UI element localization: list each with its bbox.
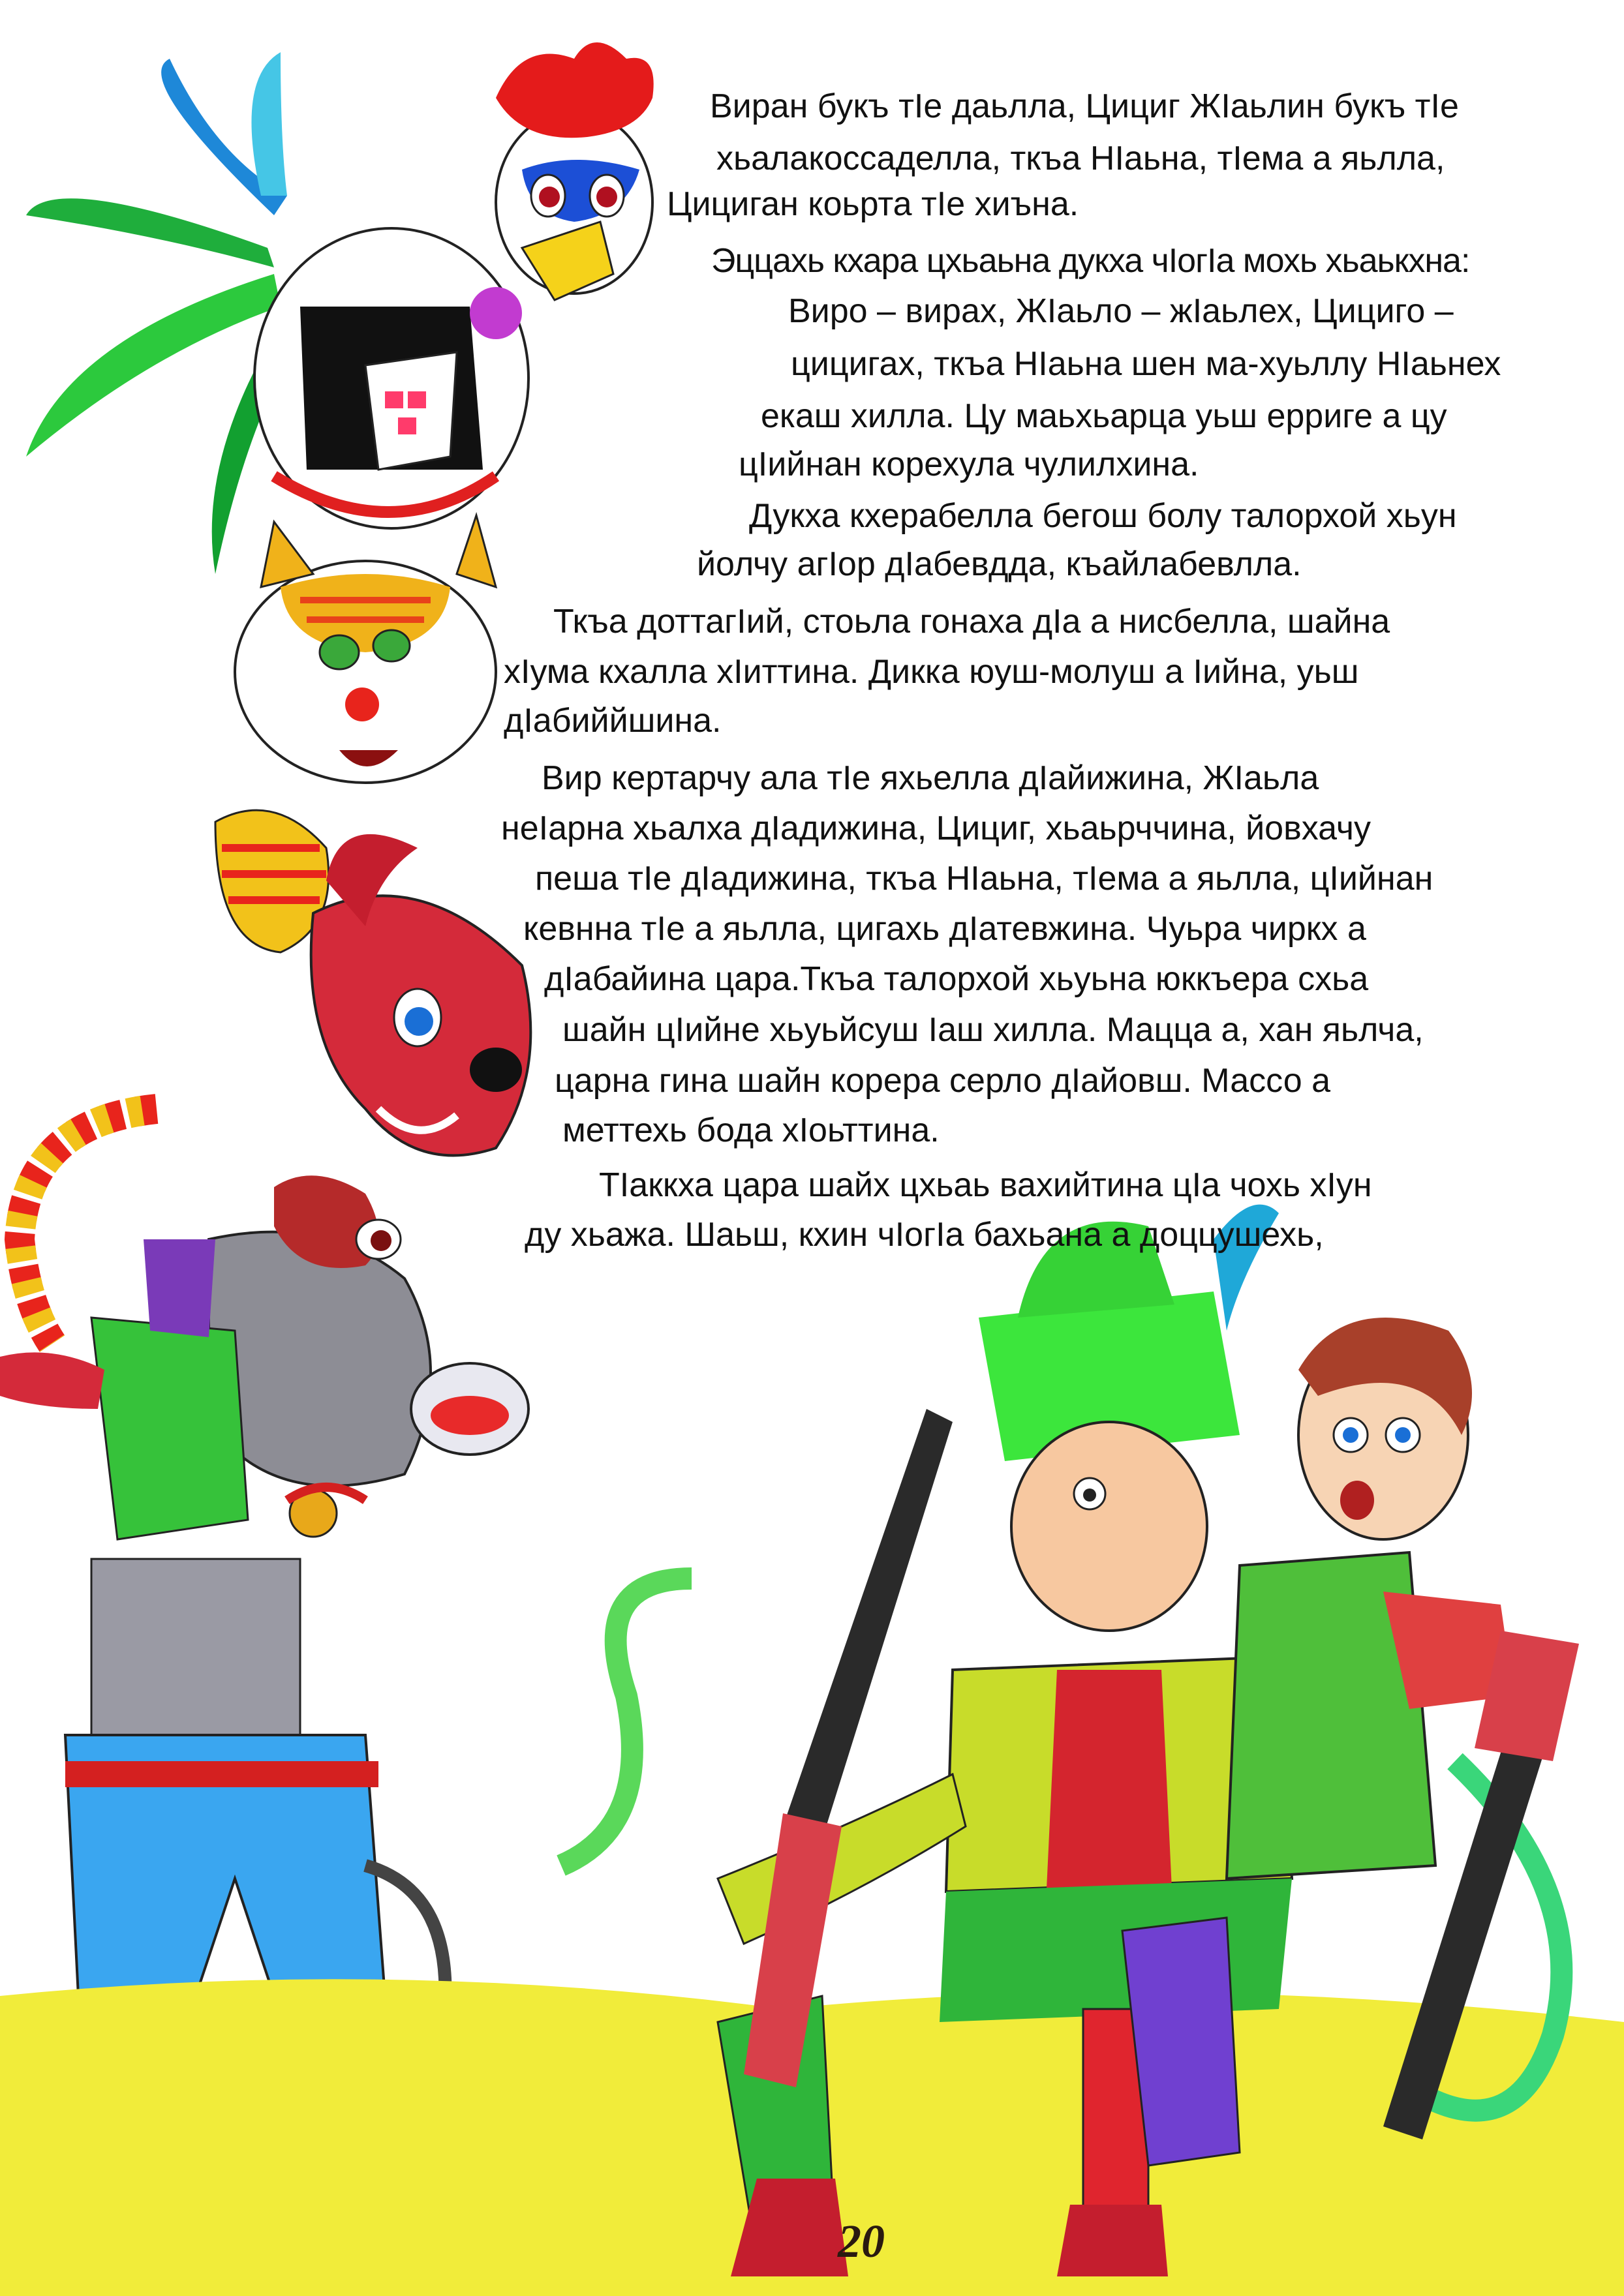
- text-line: шайн цIийне хьуьйсуш Iаш хилла. Мацца а, хан яьлча,: [562, 1011, 1424, 1049]
- text-line: Ткъа доттагIий, стоьла гонаха дIа а нисбелла, шайна: [553, 603, 1390, 641]
- text-line: дIабайина цара.Ткъа талорхой хьуьна юккъера схьа: [544, 960, 1369, 998]
- text-line: хьалакоссаделла, ткъа НIаьна, тIема а яьлла,: [716, 140, 1445, 177]
- text-line: Виран букъ тIе даьлла, Цициг ЖIаьлин букъ тIе: [710, 87, 1459, 125]
- text-line: пеша тIе дIадижина, ткъа НIаьна, тIема а яьлла, цIийнан: [535, 860, 1433, 898]
- text-line: йолчу агIор дIабевдда, къайлабевлла.: [697, 545, 1302, 583]
- text-line: кевнна тIе а яьлла, цигахь дIатевжина. Чуьра чиркх а: [523, 910, 1366, 948]
- text-line: дIабиййшина.: [504, 702, 722, 740]
- text-line: неIарна хьалха дIадижина, Цициг, хьаьрччина, йовхачу: [501, 809, 1371, 847]
- text-line: екаш хилла. Цу маьхьарца уьш ерриге а цу: [761, 397, 1447, 435]
- text-line: Эццахь кхара цхьаьна дукха чIогIа мохь хьаькхна:: [711, 242, 1470, 280]
- text-line: хIума кхалла хIиттина. Дикка юуш-молуш а Iийна, уьш: [504, 653, 1359, 691]
- text-line: цIийнан корехула чулилхина.: [739, 446, 1199, 483]
- text-line: ду хьажа. Шаьш, кхин чIогIа бахьана а доццушехь,: [525, 1216, 1324, 1254]
- text-line: ТIаккха цара шайх цхьаь вахийтина цIа чохь хIун: [599, 1166, 1372, 1204]
- text-line: меттехь бода хIоьттина.: [562, 1111, 940, 1149]
- text-line: Вир кертарчу ала тIе яхьелла дIайижина, ЖIаьла: [542, 759, 1319, 797]
- text-line: Виро – вирах, ЖIаьло – жIаьлех, Цициго –: [788, 292, 1454, 330]
- page-number: 20: [838, 2215, 885, 2267]
- text-line: цицигах, ткъа НIаьна шен ма-хуьллу НIаьнех: [791, 345, 1501, 383]
- text-line: Цициган коьрта тIе хиъна.: [667, 185, 1079, 223]
- rifle-icon: [744, 1409, 953, 2087]
- text-line: Дукха кхерабелла бегош болу талорхой хьун: [749, 497, 1457, 535]
- text-line: царна гина шайн корера серло дIайовш. Массо а: [555, 1062, 1330, 1100]
